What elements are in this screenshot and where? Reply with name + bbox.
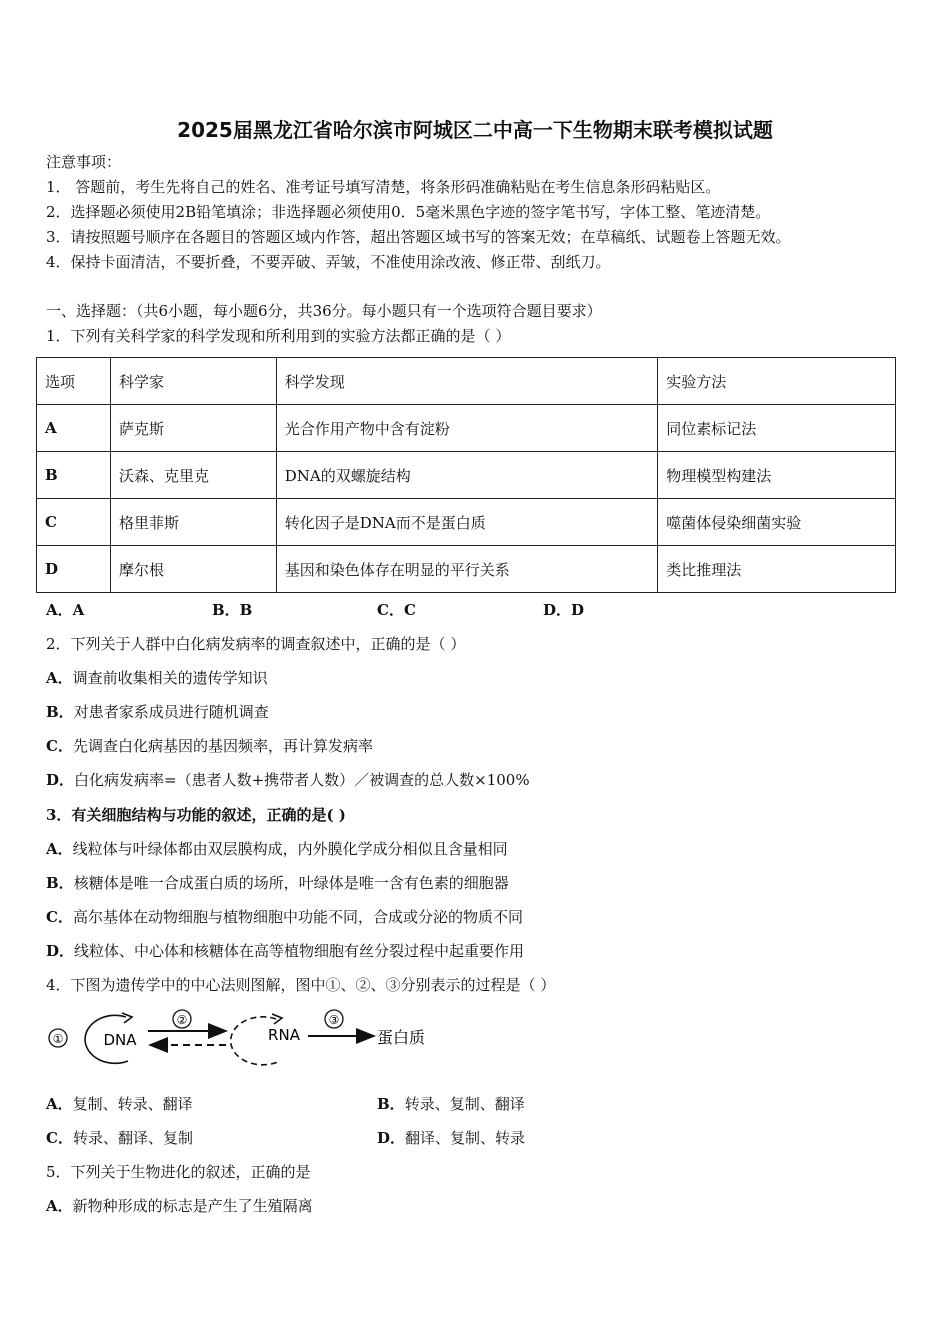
table-header-cell: 实验方法 — [658, 358, 896, 405]
question-3-stem: 3．有关细胞结构与功能的叙述，正确的是( ) — [46, 806, 346, 824]
option-label: B． — [46, 703, 74, 721]
question-1-stem: 1．下列有关科学家的科学发现和所利用到的实验方法都正确的是（ ） — [46, 327, 511, 345]
option-a[interactable] — [46, 1094, 193, 1114]
table-cell: 转化因子是DNA而不是蛋白质 — [276, 499, 658, 546]
table-cell: 光合作用产物中含有淀粉 — [276, 405, 658, 452]
option-label: D． — [377, 1129, 406, 1147]
notice-item: 3．请按照题号顺序在各题目的答题区域内作答，超出答题区域书写的答案无效；在草稿纸、试题卷上答题无效。 — [46, 228, 791, 246]
table-header-cell: 选项 — [37, 358, 111, 405]
table-header-row — [37, 358, 896, 405]
option-label: A． — [46, 1197, 73, 1215]
table-cell: 物理模型构建法 — [658, 452, 896, 499]
option-text: 翻译、复制、转录 — [405, 1129, 526, 1147]
option-c[interactable] — [46, 1128, 193, 1148]
option-c[interactable] — [46, 736, 373, 756]
table-cell: A — [37, 405, 111, 452]
option-d[interactable] — [377, 1128, 525, 1148]
notice-item: 4．保持卡面清洁，不要折叠，不要弄破、弄皱，不准使用涂改液、修正带、刮纸刀。 — [46, 253, 611, 271]
question-5-stem: 5．下列关于生物进化的叙述，正确的是 — [46, 1163, 311, 1181]
table-cell: 噬菌体侵染细菌实验 — [658, 499, 896, 546]
notice-item: 1． 答题前，考生先将自己的姓名、准考证号填写清楚，将条形码准确粘贴在考生信息条形码粘贴区。 — [46, 178, 721, 196]
option-label: C． — [46, 908, 73, 926]
option-a[interactable]: A．A — [46, 601, 85, 619]
option-label: B． — [46, 874, 74, 892]
section-heading: 一、选择题：（共6小题，每小题6分，共36分。每小题只有一个选项符合题目要求） — [46, 302, 602, 320]
page-title: 2025届黑龙江省哈尔滨市阿城区二中高一下生物期末联考模拟试题 — [177, 118, 773, 142]
table-cell: B — [37, 452, 111, 499]
option-label: A． — [46, 669, 73, 687]
table-cell: 类比推理法 — [658, 546, 896, 593]
option-a[interactable] — [46, 839, 508, 859]
replication-arrowhead — [122, 1013, 132, 1023]
notice-item: 2．选择题必须使用2B铅笔填涂；非选择题必须使用0．5毫米黑色字迹的签字笔书写，字体工整、笔迹清楚。 — [46, 203, 771, 221]
circle-2-label: ② — [176, 1013, 188, 1027]
table-row — [37, 452, 896, 499]
option-text: 高尔基体在动物细胞与植物细胞中功能不同，合成或分泌的物质不同 — [72, 908, 523, 926]
option-text: 新物种形成的标志是产生了生殖隔离 — [72, 1197, 313, 1215]
table-cell: 萨克斯 — [110, 405, 276, 452]
notice-heading: 注意事项： — [46, 153, 122, 171]
option-b[interactable] — [46, 702, 269, 722]
option-label: A． — [46, 1095, 73, 1113]
option-d[interactable] — [46, 770, 530, 790]
option-label: B． — [377, 1095, 405, 1113]
circle-3-label: ③ — [328, 1013, 340, 1027]
option-b[interactable]: B．B — [212, 601, 253, 619]
table-cell: 基因和染色体存在明显的平行关系 — [276, 546, 658, 593]
option-text: 复制、转录、翻译 — [72, 1095, 193, 1113]
option-text: 对患者家系成员进行随机调查 — [73, 703, 269, 721]
table-cell: 摩尔根 — [110, 546, 276, 593]
option-text: 调查前收集相关的遗传学知识 — [72, 669, 268, 687]
table-row — [37, 546, 896, 593]
option-text: 线粒体、中心体和核糖体在高等植物细胞有丝分裂过程中起重要作用 — [74, 942, 525, 960]
option-text: 转录、翻译、复制 — [72, 1129, 193, 1147]
option-text: 先调查白化病基因的基因频率，再计算发病率 — [72, 737, 373, 755]
option-text: 线粒体与叶绿体都由双层膜构成，内外膜化学成分相似且含量相同 — [72, 840, 508, 858]
table-cell: C — [37, 499, 111, 546]
option-label: D． — [46, 771, 75, 789]
question-2-stem: 2．下列关于人群中白化病发病率的调查叙述中，正确的是（ ） — [46, 635, 466, 653]
option-label: C． — [46, 737, 73, 755]
table-row — [37, 499, 896, 546]
circle-1-label: ① — [52, 1032, 64, 1046]
option-d[interactable] — [46, 941, 524, 961]
option-b[interactable] — [46, 873, 509, 893]
table-cell: 沃森、克里克 — [110, 452, 276, 499]
table-header-cell: 科学发现 — [276, 358, 658, 405]
option-text: 转录、复制、翻译 — [404, 1095, 525, 1113]
dna-label: DNA — [103, 1031, 137, 1049]
option-b[interactable] — [377, 1094, 525, 1114]
table-cell: 格里菲斯 — [110, 499, 276, 546]
option-text: 核糖体是唯一合成蛋白质的场所，叶绿体是唯一含有色素的细胞器 — [73, 874, 509, 892]
option-c[interactable] — [46, 907, 523, 927]
option-a[interactable] — [46, 668, 268, 688]
option-text: 白化病发病率=（患者人数+携带者人数）／被调查的总人数×100% — [74, 771, 530, 789]
table-cell: D — [37, 546, 111, 593]
question-1-table — [36, 357, 896, 593]
central-dogma-diagram — [44, 1005, 444, 1067]
table-cell: 同位素标记法 — [658, 405, 896, 452]
option-label: C． — [46, 1129, 73, 1147]
option-label: D． — [46, 942, 75, 960]
option-a[interactable] — [46, 1196, 313, 1216]
question-4-stem: 4．下图为遗传学中的中心法则图解，图中①、②、③分别表示的过程是（ ） — [46, 976, 556, 994]
table-row — [37, 405, 896, 452]
table-header-cell: 科学家 — [110, 358, 276, 405]
rna-label: RNA — [268, 1026, 300, 1044]
option-c[interactable]: C．C — [377, 601, 416, 619]
option-label: A． — [46, 840, 73, 858]
option-d[interactable]: D．D — [543, 601, 585, 619]
protein-label: 蛋白质 — [377, 1028, 426, 1047]
table-cell: DNA的双螺旋结构 — [276, 452, 658, 499]
